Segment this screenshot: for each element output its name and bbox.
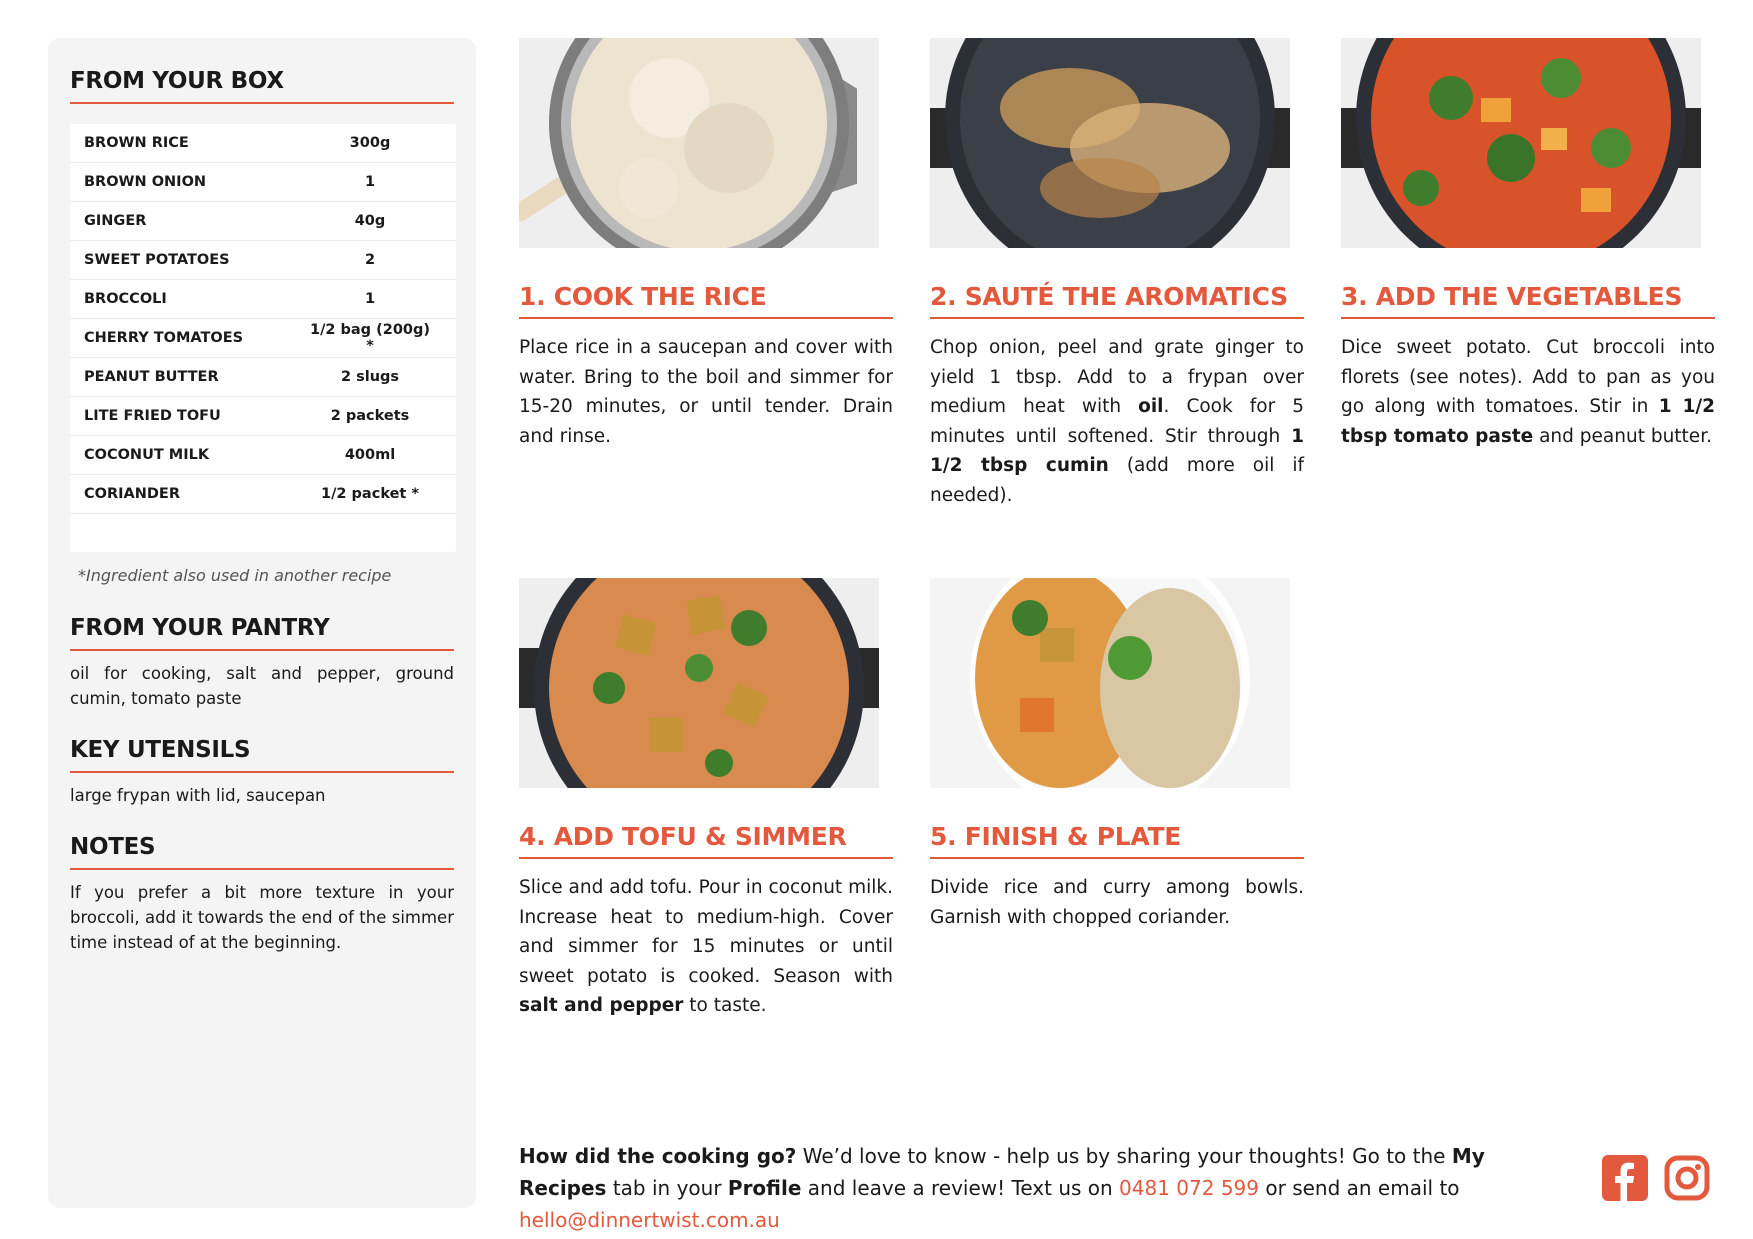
ingredient-name: LITE FRIED TOFU [84, 408, 221, 424]
step-2-text-part: Chop onion, peel and grate ginger to yield 1 tbsp. Add to a frypan over medium heat with [930, 337, 1304, 417]
my-recipes-link[interactable]: My Recipes [519, 1144, 1485, 1200]
step-4-photo [519, 578, 879, 788]
step-3-title: 3. ADD THE VEGETABLES [1341, 282, 1715, 319]
step-5 [930, 578, 1304, 932]
step-4-text-part: Slice and add tofu. Pour in coconut milk. Increase heat to medium-high. Cover and simmer for 15 minutes or until sweet potato is cooked. Season with [519, 877, 893, 987]
notes-text: If you prefer a bit more texture in your broccoli, add it towards the end of the simmer time instead of at the beginning. [70, 883, 454, 952]
ingredient-name: BROWN RICE [84, 135, 189, 151]
ingredient-row [70, 397, 456, 436]
ingredient-qty: 2 slugs [340, 369, 400, 385]
step-4-text-bold: salt and pepper [519, 995, 684, 1016]
facebook-icon[interactable] [1602, 1155, 1648, 1205]
ingredient-name: COCONUT MILK [84, 447, 210, 463]
notes-section [70, 834, 454, 955]
feedback-footer [519, 1140, 1579, 1236]
step-2-text-bold: oil [1138, 396, 1164, 417]
ingredients-sidebar [48, 38, 476, 1208]
profile-link[interactable]: Profile [727, 1176, 802, 1200]
ingredient-qty: 1/2 packet * [321, 486, 419, 502]
ingredient-row [70, 163, 456, 202]
ingredient-name: SWEET POTATOES [84, 252, 230, 268]
ingredient-row [70, 124, 456, 163]
ingredient-qty: 1/2 bag (200g) * [309, 322, 430, 354]
ingredient-row [70, 319, 456, 358]
ingredient-qty: 2 [364, 252, 376, 268]
step-1 [519, 38, 893, 451]
step-1-photo [519, 38, 879, 248]
step-1-title: 1. COOK THE RICE [519, 282, 893, 319]
ingredient-qty: 40g [354, 213, 386, 229]
step-2-photo [930, 38, 1290, 248]
step-5-text-part: Divide rice and curry among bowls. Garnish with chopped coriander. [930, 877, 1304, 928]
ingredient-row [70, 241, 456, 280]
pantry-text: oil for cooking, salt and pepper, ground cumin, tomato paste [70, 664, 454, 708]
step-3-text-part: and peanut butter. [1533, 425, 1712, 447]
ingredient-name: GINGER [84, 213, 147, 229]
ingredient-name: CORIANDER [84, 486, 180, 502]
footer-question: How did the cooking go? [519, 1144, 797, 1168]
ingredient-row-empty [70, 514, 456, 552]
ingredients-table [70, 124, 456, 552]
step-2-text-part: (add more oil if needed). [930, 455, 1304, 506]
step-2-text-part: . Cook for 5 minutes until softened. Stir through [930, 396, 1304, 447]
pantry-section [70, 615, 454, 711]
email-link[interactable]: hello@dinnertwist.com.au [519, 1208, 780, 1232]
footer-text: We’d love to know - help us by sharing your thoughts! Go to the [796, 1144, 1452, 1168]
pantry-title: FROM YOUR PANTRY [70, 615, 454, 651]
ingredient-row [70, 280, 456, 319]
ingredient-qty: 1 [364, 174, 376, 190]
step-1-text [519, 333, 893, 451]
step-1-text-part: Place rice in a saucepan and cover with water. Bring to the boil and simmer for 15-20 minutes, or until tender. Drain and rinse. [519, 337, 893, 447]
step-5-photo [930, 578, 1290, 788]
step-3-text-part: Dice sweet potato. Cut broccoli into florets (see notes). Add to pan as you go along with tomatoes. Stir in [1341, 337, 1715, 417]
ingredient-name: PEANUT BUTTER [84, 369, 219, 385]
ingredient-name: BROCCOLI [84, 291, 167, 307]
step-2-title: 2. SAUTÉ THE AROMATICS [930, 282, 1304, 319]
step-3-text-bold: 1 1/2 tbsp tomato paste [1341, 396, 1715, 447]
ingredient-qty: 2 packets [330, 408, 410, 424]
ingredient-row [70, 475, 456, 514]
utensils-section [70, 737, 454, 808]
utensils-text: large frypan with lid, saucepan [70, 786, 326, 805]
step-5-title: 5. FINISH & PLATE [930, 822, 1304, 859]
step-3-text [1341, 333, 1715, 451]
step-3 [1341, 38, 1715, 451]
ingredient-footnote: *Ingredient also used in another recipe [78, 566, 392, 585]
ingredient-qty: 1 [364, 291, 376, 307]
step-4 [519, 578, 893, 1021]
ingredient-row [70, 358, 456, 397]
notes-title: NOTES [70, 834, 454, 870]
step-5-text [930, 873, 1304, 932]
ingredient-name: BROWN ONION [84, 174, 207, 190]
box-title: FROM YOUR BOX [70, 68, 454, 104]
ingredient-row [70, 202, 456, 241]
phone-link[interactable]: 0481 072 599 [1119, 1176, 1260, 1200]
footer-text: tab in your [606, 1176, 728, 1200]
ingredient-qty: 400ml [344, 447, 396, 463]
ingredient-name: CHERRY TOMATOES [84, 330, 244, 346]
step-3-photo [1341, 38, 1701, 248]
ingredient-row [70, 436, 456, 475]
ingredient-qty: 300g [349, 135, 391, 151]
step-2-text [930, 333, 1304, 510]
footer-text: and leave a review! Text us on [801, 1176, 1120, 1200]
step-2 [930, 38, 1304, 510]
step-4-text [519, 873, 893, 1021]
utensils-title: KEY UTENSILS [70, 737, 454, 773]
instagram-icon[interactable] [1664, 1155, 1710, 1205]
footer-text: or send an email to [1259, 1176, 1460, 1200]
step-4-title: 4. ADD TOFU & SIMMER [519, 822, 893, 859]
step-2-text-bold: 1 1/2 tbsp cumin [930, 425, 1304, 476]
step-4-text-part: to taste. [683, 995, 767, 1016]
